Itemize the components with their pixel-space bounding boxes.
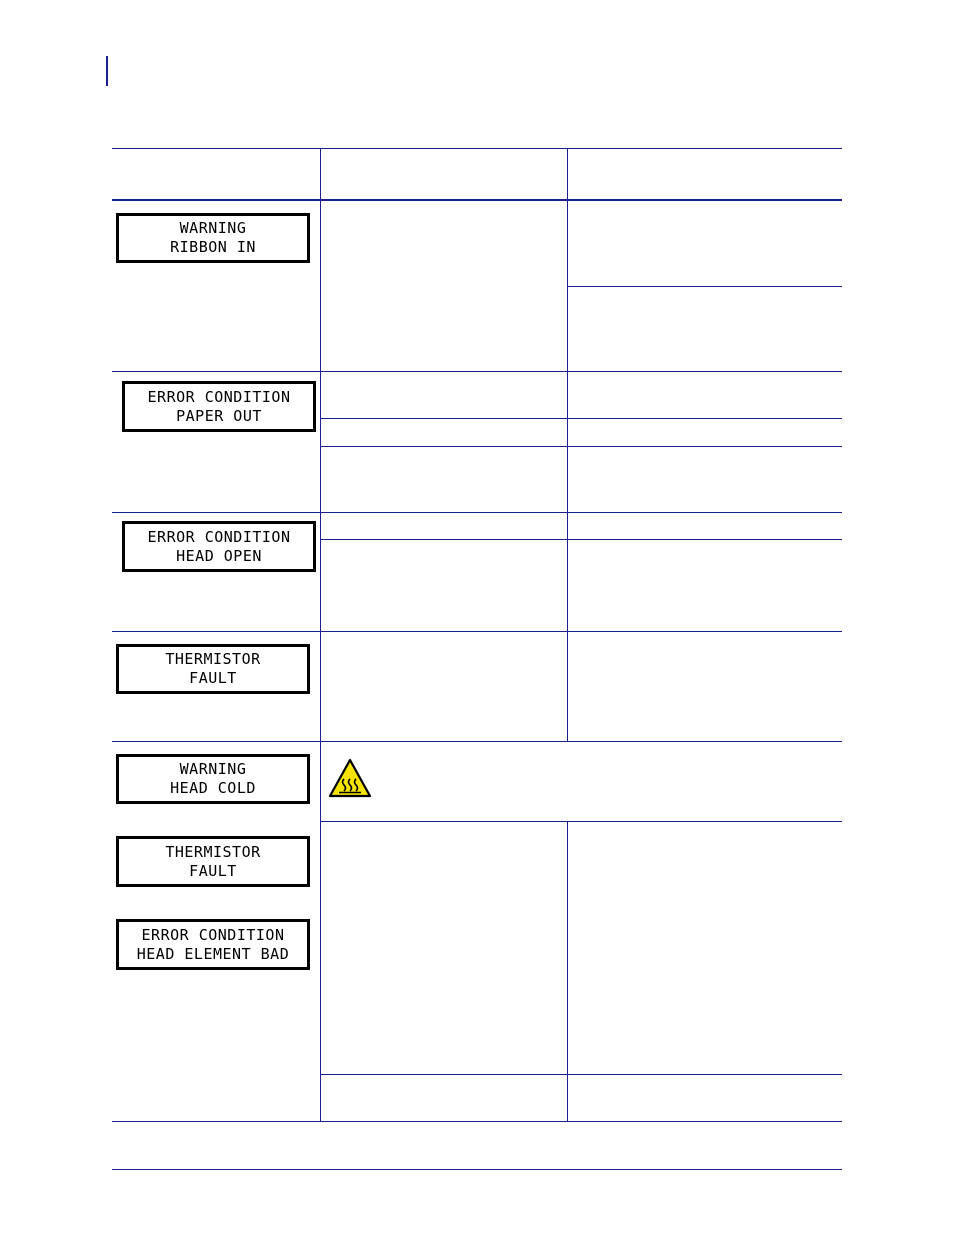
column-divider-2b xyxy=(567,821,568,1121)
lcd-line-2: HEAD COLD xyxy=(170,779,256,797)
lcd-line-2: RIBBON IN xyxy=(170,238,256,256)
table-header-rule xyxy=(112,199,842,201)
table-bottom-rule xyxy=(112,1121,842,1122)
lcd-line-1: ERROR CONDITION xyxy=(147,387,291,406)
sub-row-separator xyxy=(567,286,842,287)
lcd-line-1: ERROR CONDITION xyxy=(147,527,291,546)
change-bar xyxy=(106,56,108,86)
lcd-line-2: FAULT xyxy=(189,861,237,880)
lcd-display-thermistor-fault xyxy=(116,836,310,887)
lcd-display-error-paper-out xyxy=(122,381,316,432)
hot-surface-warning-icon xyxy=(328,758,372,798)
lcd-display-error-head-element-bad xyxy=(116,919,310,970)
sub-row-separator xyxy=(320,446,842,447)
lcd-display-warning-ribbon-in xyxy=(116,213,310,263)
lcd-line-2: FAULT xyxy=(189,669,237,687)
lcd-line-1: ERROR CONDITION xyxy=(141,925,285,944)
lcd-line-2: HEAD OPEN xyxy=(176,546,262,565)
row-separator xyxy=(112,631,842,632)
column-divider-2a xyxy=(567,148,568,741)
row-separator xyxy=(112,512,842,513)
sub-row-separator xyxy=(320,821,842,822)
row-separator xyxy=(112,371,842,372)
lcd-line-1: WARNING xyxy=(179,760,247,778)
table-top-rule xyxy=(112,148,842,149)
row-separator xyxy=(112,741,842,742)
lcd-line-2: HEAD ELEMENT BAD xyxy=(136,944,290,963)
lcd-display-warning-head-cold xyxy=(116,754,310,804)
column-divider-1 xyxy=(320,148,321,1121)
lcd-display-thermistor-fault xyxy=(116,644,310,694)
footer-rule xyxy=(112,1169,842,1170)
lcd-line-2: PAPER OUT xyxy=(176,406,262,425)
sub-row-separator xyxy=(320,418,842,419)
lcd-display-error-head-open xyxy=(122,521,316,572)
sub-row-separator xyxy=(320,1074,842,1075)
lcd-line-1: THERMISTOR xyxy=(165,650,261,668)
sub-row-separator xyxy=(320,539,842,540)
lcd-line-1: THERMISTOR xyxy=(165,842,261,861)
lcd-line-1: WARNING xyxy=(179,219,247,237)
